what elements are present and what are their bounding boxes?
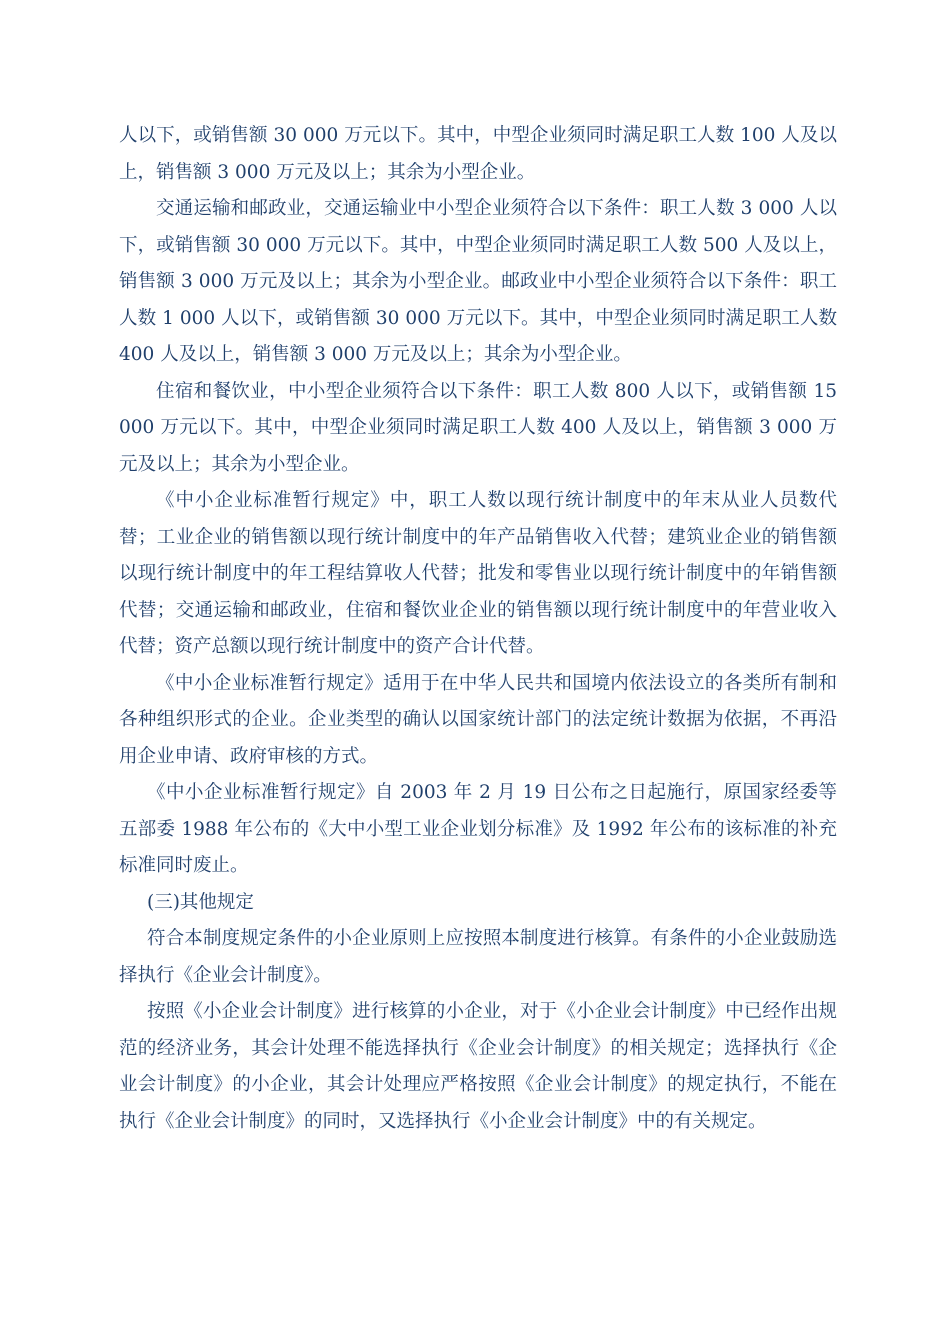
paragraph-accommodation-catering: 住宿和餐饮业，中小型企业须符合以下条件：职工人数 800 人以下，或销售额 15 000 万元以下。其中，中型企业须同时满足职工人数 400 人及以上，销售额 3 000 万元及以上；其余为小型企业。 <box>119 380 843 475</box>
document-page <box>119 118 843 1140</box>
paragraph-scope: 《中小企业标准暂行规定》适用于在中华人民共和国境内依法设立的各类所有制和各种组织形式的企业。企业类型的确认以国家统计部门的法定统计数据为依据，不再沿用企业申请、政府审核的方式。 <box>119 672 837 767</box>
paragraph-effective-date: 《中小企业标准暂行规定》自 2003 年 2 月 19 日公布之日起施行，原国家经委等五部委 1988 年公布的《大中小型工业企业划分标准》及 1992 年公布的该标准的补充标准同时废止。 <box>119 782 837 876</box>
section-heading-other-rules: (三)其他规定 <box>147 891 254 913</box>
paragraph-indicator-definitions: 《中小企业标准暂行规定》中，职工人数以现行统计制度中的年末从业人员数代替；工业企业的销售额以现行统计制度中的年产品销售收入代替；建筑业企业的销售额以现行统计制度中的年工程结算收人代替；批发和零售业以现行统计制度中的年销售额代替；交通运输和邮政业，住宿和餐饮业企业的销售额以现行统计制度中的年营业收入代替；资产总额以现行统计制度中的资产合计代替。 <box>119 490 837 657</box>
paragraph-accounting-basis: 符合本制度规定条件的小企业原则上应按照本制度进行核算。有条件的小企业鼓励选择执行《企业会计制度》。 <box>119 928 837 986</box>
paragraph-industry-continuation: 人以下，或销售额 30 000 万元以下。其中，中型企业须同时满足职工人数 100 人及以上，销售额 3 000 万元及以上；其余为小型企业。 <box>119 125 837 183</box>
paragraph-accounting-choice: 按照《小企业会计制度》进行核算的小企业，对于《小企业会计制度》中已经作出规范的经济业务，其会计处理不能选择执行《企业会计制度》的相关规定；选择执行《企业会计制度》的小企业，其会计处理应严格按照《企业会计制度》的规定执行，不能在执行《企业会计制度》的同时，又选择执行《小企业会计制度》中的有关规定。 <box>119 1001 837 1132</box>
paragraph-transport-postal: 交通运输和邮政业，交通运输业中小型企业须符合以下条件：职工人数 3 000 人以下，或销售额 30 000 万元以下。其中，中型企业须同时满足职工人数 500 人及以上，销售额 3 000 万元及以上；其余为小型企业。邮政业中小型企业须符合以下条件：职工人数 1 000 人以下，或销售额 30 000 万元以下。其中，中型企业须同时满足职工人数 400 人及以上，销售额 3 000 万元及以上；其余为小型企业。 <box>119 198 843 365</box>
